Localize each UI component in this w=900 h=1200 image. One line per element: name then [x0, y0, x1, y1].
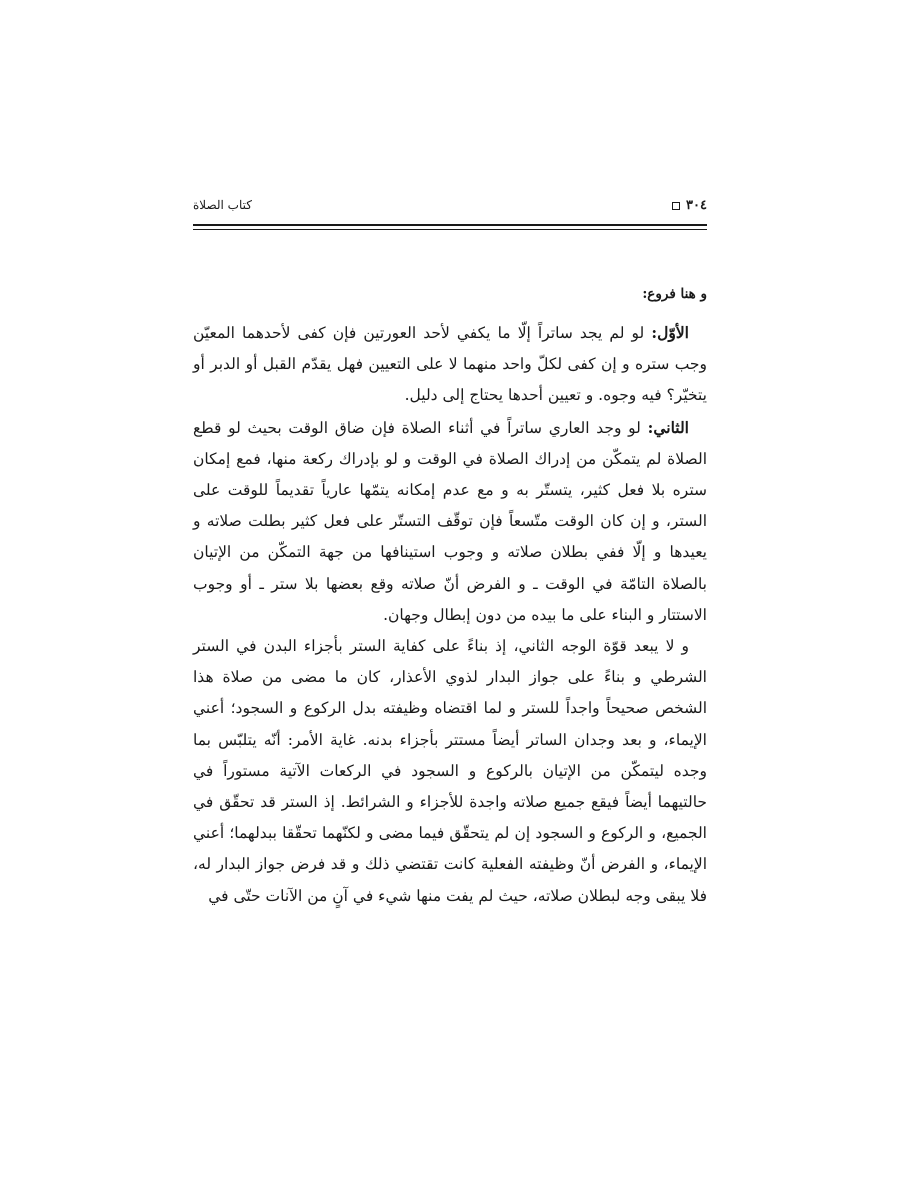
- page-body: [193, 283, 707, 912]
- paragraph-text: و لا يبعد قوّة الوجه الثاني، إذ بناءً على كفاية الستر بأجزاء البدن في الستر الشرطي و بناءً على جواز البدار لذوي الأعذار، كان ما مضى من صلاة هذا الشخص صحيحاً واجداً للستر و لما اقتضاه وظيفته بدل الركوع و السجود؛ أعني الإيماء، و بعد وجدان الساتر أيضاً مستتر بأجزاء بدنه. غاية الأمر: أنّه يتلبّس بما وجده ليتمكّن من الإتيان بالركوع و السجود في الركعات الآتية مستوراً في حالتيهما أيضاً فيقع جميع صلاته واجدة للأجزاء و الشرائط. إذ الستر قد تحقّق في الجميع، و الركوع و السجود إن لم يتحقّق فيما مضى و لكنّهما تحقّقا ببدلهما؛ أعني الإيماء، و الفرض أنّ وظيفته الفعلية كانت تقتضي ذلك و قد فرض جواز البدار له، فلا يبقى وجه لبطلان صلاته، حيث لم يفت منها شيء في آنٍ من الآنات حتّى في: [193, 637, 707, 905]
- paragraph-first: [193, 317, 707, 412]
- paragraph-text: لو لم يجد ساتراً إلّا ما يكفي لأحد العورتين فإن كفى لأحدهما المعيّن وجب ستره و إن كفى لكلّ واحد منهما لا على التعيين فهل يقدّم القبل أو الدبر أو يتخيّر؟ فيه وجوه. و تعيين أحدها يحتاج إلى دليل.: [193, 324, 707, 405]
- paragraph-label: الثاني:: [647, 417, 689, 437]
- header-rule-thick: [193, 224, 707, 226]
- paragraph-label: الأوّل:: [651, 323, 689, 342]
- paragraph-second: [193, 412, 707, 631]
- page-number-block: [672, 198, 707, 213]
- running-header: [193, 198, 707, 220]
- square-ornament-icon: [672, 202, 680, 210]
- page-number: ٣٠٤: [686, 198, 707, 213]
- section-subheading: و هنا فروع:: [642, 286, 707, 302]
- book-title: كتاب الصلاة: [193, 198, 252, 212]
- header-rule-thin: [193, 229, 707, 230]
- paragraph-text: لو وجد العاري ساتراً في أثناء الصلاة فإن ضاق الوقت بحيث لو قطع الصلاة لم يتمكّن من إدراك الصلاة في الوقت و لو بإدراك ركعة منها، فمع إمكان ستره بلا فعل كثير، يتستّر به و مع عدم إمكانه يتمّها عارياً تقديماً للوقت على الستر، و إن كان الوقت متّسعاً فإن توقّف التستّر على فعل كثير بطلت صلاته و يعيدها و إلّا ففي بطلان صلاته و وجوب استينافها من جهة التمكّن من الإتيان بالصلاة التامّة في الوقت ـ و الفرض أنّ صلاته وقع بعضها بلا ستر ـ أو وجوب الاستتار و البناء على ما بيده من دون إبطال وجهان.: [193, 418, 707, 624]
- paragraph-third: [193, 631, 707, 912]
